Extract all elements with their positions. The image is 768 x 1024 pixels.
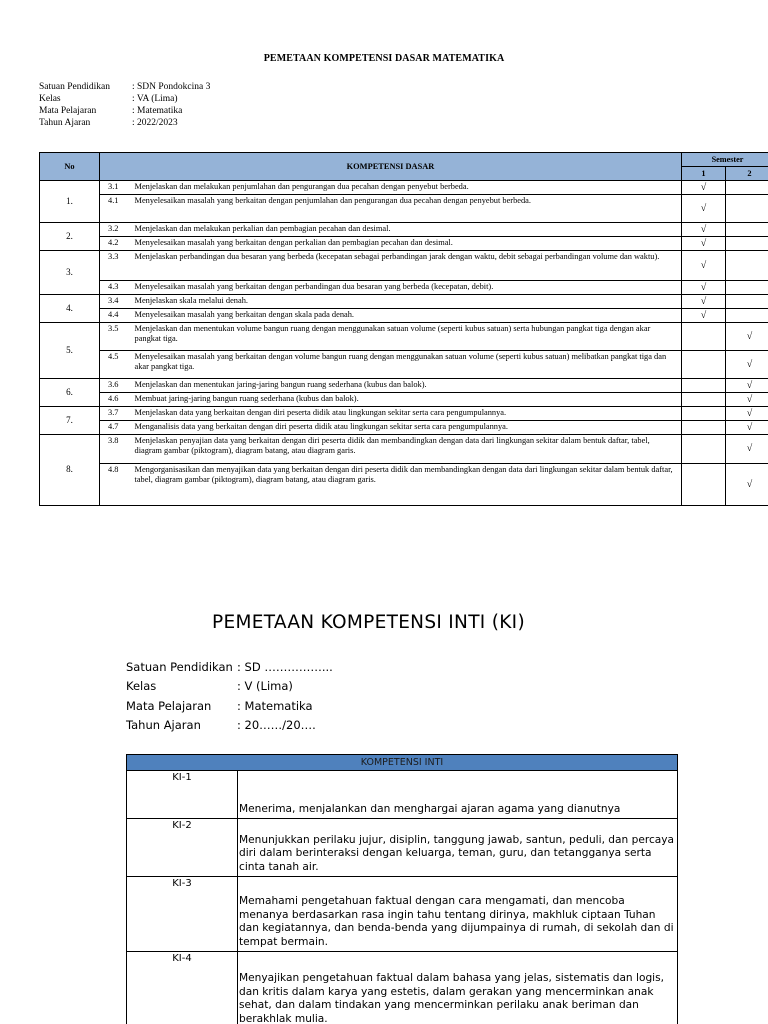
kd-code: 4.4 bbox=[100, 309, 132, 323]
kd-description: Menyelesaikan masalah yang berkaitan dengan skala pada denah. bbox=[132, 309, 682, 323]
ki-code: KI-3 bbox=[127, 877, 238, 952]
table-row bbox=[40, 195, 768, 223]
table-row bbox=[40, 309, 768, 323]
table-row bbox=[40, 407, 768, 421]
ki-info-row bbox=[126, 658, 333, 677]
kd-description: Mengorganisasikan dan menyajikan data yang berkaitan dengan diri peserta didik dan membandingkan dengan data dari lingkungan sekitar dalam bentuk daftar, tabel, diagram gambar (piktogram), diagram batang, atau diagram garis. bbox=[132, 464, 682, 506]
kd-description: Menjelaskan dan melakukan penjumlahan dan pengurangan dua pecahan dengan penyebut berbeda. bbox=[132, 181, 682, 195]
header-semester-2: 2 bbox=[726, 167, 768, 181]
semester-1-check: √ bbox=[682, 223, 726, 237]
info-label: Tahun Ajaran bbox=[126, 717, 201, 732]
header-kompetensi-inti: KOMPETENSI INTI bbox=[127, 755, 678, 771]
ki-code: KI-2 bbox=[127, 819, 238, 877]
kd-description: Membuat jaring-jaring bangun ruang sederhana (kubus dan balok). bbox=[132, 393, 682, 407]
kd-code: 4.5 bbox=[100, 351, 132, 379]
ki-info-row bbox=[126, 677, 333, 696]
kd-code: 3.4 bbox=[100, 295, 132, 309]
header-kompetensi-dasar: KOMPETENSI DASAR bbox=[100, 153, 682, 181]
table-row bbox=[40, 237, 768, 251]
row-number: 8. bbox=[40, 435, 100, 506]
semester-1-check: √ bbox=[682, 295, 726, 309]
semester-1-check bbox=[682, 323, 726, 351]
kd-description: Menjelaskan data yang berkaitan dengan diri peserta didik atau lingkungan sekitar serta cara pengumpulannya. bbox=[132, 407, 682, 421]
semester-1-check bbox=[682, 351, 726, 379]
kd-description: Menjelaskan penyajian data yang berkaitan dengan diri peserta didik dan membandingkan dengan data dari lingkungan sekitar dalam bentuk daftar, tabel, diagram gambar (piktogram), diagram batang, atau diagram garis. bbox=[132, 435, 682, 464]
table-row bbox=[40, 421, 768, 435]
ki-code: KI-1 bbox=[127, 771, 238, 819]
info-value: : V (Lima) bbox=[237, 679, 293, 694]
ki-description: Menyajikan pengetahuan faktual dalam bahasa yang jelas, sistematis dan logis, dan kritis dalam karya yang estetis, dalam gerakan yang mencerminkan anak sehat, dan dalam tindakan yang mencerminkan perilaku anak beriman dan berakhlak mulia. bbox=[238, 952, 678, 1024]
table-row bbox=[127, 819, 678, 877]
row-number: 1. bbox=[40, 181, 100, 223]
row-number: 4. bbox=[40, 295, 100, 323]
table-row bbox=[127, 771, 678, 819]
kd-info-row bbox=[39, 117, 210, 129]
info-value: : Matematika bbox=[237, 698, 313, 713]
info-value: : Matematika bbox=[132, 106, 183, 116]
semester-2-check: √ bbox=[726, 379, 768, 393]
semester-2-check bbox=[726, 195, 768, 223]
kd-table bbox=[39, 152, 768, 506]
ki-description: Menerima, menjalankan dan menghargai ajaran agama yang dianutnya bbox=[238, 771, 678, 819]
kd-code: 4.3 bbox=[100, 281, 132, 295]
semester-2-check bbox=[726, 181, 768, 195]
semester-1-check bbox=[682, 435, 726, 464]
table-row bbox=[40, 464, 768, 506]
kd-description: Menyelesaikan masalah yang berkaitan dengan perbandingan dua besaran yang berbeda (kecepatan, debit). bbox=[132, 281, 682, 295]
kd-description: Menjelaskan skala melalui denah. bbox=[132, 295, 682, 309]
info-label: Kelas bbox=[39, 94, 61, 104]
semester-2-check: √ bbox=[726, 393, 768, 407]
table-row bbox=[40, 351, 768, 379]
ki-description: Menunjukkan perilaku jujur, disiplin, tanggung jawab, santun, peduli, dan percaya diri dalam berinteraksi dengan keluarga, teman, guru, dan tetangganya serta cinta tanah air. bbox=[238, 819, 678, 877]
semester-1-check bbox=[682, 393, 726, 407]
kd-code: 4.1 bbox=[100, 195, 132, 223]
semester-1-check bbox=[682, 379, 726, 393]
ki-table bbox=[126, 754, 678, 1024]
table-row bbox=[40, 281, 768, 295]
kd-code: 4.2 bbox=[100, 237, 132, 251]
header-semester: Semester bbox=[682, 153, 768, 167]
kd-description: Menjelaskan dan menentukan jaring-jaring bangun ruang sederhana (kubus dan balok). bbox=[132, 379, 682, 393]
semester-2-check: √ bbox=[726, 435, 768, 464]
semester-1-check bbox=[682, 421, 726, 435]
semester-1-check bbox=[682, 464, 726, 506]
ki-info-block bbox=[126, 658, 333, 735]
semester-2-check bbox=[726, 251, 768, 281]
kd-info-row bbox=[39, 93, 210, 105]
kd-code: 4.8 bbox=[100, 464, 132, 506]
semester-2-check bbox=[726, 237, 768, 251]
semester-1-check: √ bbox=[682, 195, 726, 223]
kd-code: 4.6 bbox=[100, 393, 132, 407]
kd-code: 3.1 bbox=[100, 181, 132, 195]
kd-description: Menyelesaikan masalah yang berkaitan dengan perkalian dan pembagian pecahan dan desimal. bbox=[132, 237, 682, 251]
kd-table-body bbox=[40, 181, 768, 506]
table-row bbox=[40, 379, 768, 393]
semester-2-check: √ bbox=[726, 464, 768, 506]
table-row bbox=[127, 877, 678, 952]
semester-2-check bbox=[726, 295, 768, 309]
kd-page-title: PEMETAAN KOMPETENSI DASAR MATEMATIKA bbox=[263, 53, 505, 64]
kd-info-row bbox=[39, 81, 210, 93]
info-value: : 20……/20…. bbox=[237, 717, 316, 732]
kd-code: 3.3 bbox=[100, 251, 132, 281]
kd-description: Menjelaskan dan melakukan perkalian dan pembagian pecahan dan desimal. bbox=[132, 223, 682, 237]
header-semester-1: 1 bbox=[682, 167, 726, 181]
semester-1-check: √ bbox=[682, 181, 726, 195]
kd-code: 3.6 bbox=[100, 379, 132, 393]
semester-2-check bbox=[726, 223, 768, 237]
row-number: 3. bbox=[40, 251, 100, 295]
semester-2-check: √ bbox=[726, 323, 768, 351]
ki-info-row bbox=[126, 716, 333, 735]
info-label: Tahun Ajaran bbox=[39, 118, 91, 128]
semester-2-check: √ bbox=[726, 421, 768, 435]
kd-code: 3.7 bbox=[100, 407, 132, 421]
semester-2-check bbox=[726, 281, 768, 295]
kd-description: Menjelaskan dan menentukan volume bangun ruang dengan menggunakan satuan volume (seperti kubus satuan) serta hubungan pangkat tiga dengan akar pangkat tiga. bbox=[132, 323, 682, 351]
table-row bbox=[40, 223, 768, 237]
table-row bbox=[40, 251, 768, 281]
semester-2-check: √ bbox=[726, 351, 768, 379]
ki-description: Memahami pengetahuan faktual dengan cara mengamati, dan mencoba menanya berdasarkan rasa ingin tahu tentang dirinya, makhluk ciptaan Tuhan dan kegiatannya, dan benda-benda yang dijumpainya di rumah, di sekolah dan di tempat bermain. bbox=[238, 877, 678, 952]
info-label: Satuan Pendidikan bbox=[126, 660, 233, 674]
semester-1-check: √ bbox=[682, 251, 726, 281]
kd-description: Menyelesaikan masalah yang berkaitan dengan penjumlahan dan pengurangan dua pecahan dengan penyebut berbeda. bbox=[132, 195, 682, 223]
ki-code: KI-4 bbox=[127, 952, 238, 1024]
kd-description: Menganalisis data yang berkaitan dengan diri peserta didik atau lingkungan sekitar serta cara pengumpulannya. bbox=[132, 421, 682, 435]
info-label: Satuan Pendidikan bbox=[39, 82, 110, 92]
info-value: : 2022/2023 bbox=[132, 118, 178, 128]
kd-description: Menjelaskan perbandingan dua besaran yang berbeda (kecepatan sebagai perbandingan jarak dengan waktu, debit sebagai perbandingan volume dan waktu). bbox=[132, 251, 682, 281]
info-value: : SDN Pondokcina 3 bbox=[132, 82, 211, 92]
info-label: Mata Pelajaran bbox=[126, 698, 212, 713]
row-number: 5. bbox=[40, 323, 100, 379]
semester-2-check: √ bbox=[726, 407, 768, 421]
kd-code: 3.5 bbox=[100, 323, 132, 351]
table-row bbox=[40, 181, 768, 195]
ki-page-title: PEMETAAN KOMPETENSI INTI (KI) bbox=[212, 612, 525, 633]
kd-info-block bbox=[39, 81, 210, 129]
ki-info-row bbox=[126, 697, 333, 716]
semester-1-check: √ bbox=[682, 309, 726, 323]
table-row bbox=[40, 393, 768, 407]
semester-1-check: √ bbox=[682, 281, 726, 295]
kd-code: 3.8 bbox=[100, 435, 132, 464]
table-row bbox=[40, 435, 768, 464]
kd-description: Menyelesaikan masalah yang berkaitan dengan volume bangun ruang dengan menggunakan satuan volume (seperti kubus satuan) melibatkan pangkat tiga dan akar pangkat tiga. bbox=[132, 351, 682, 379]
semester-2-check bbox=[726, 309, 768, 323]
table-row bbox=[40, 295, 768, 309]
table-row bbox=[127, 952, 678, 1024]
row-number: 6. bbox=[40, 379, 100, 407]
row-number: 2. bbox=[40, 223, 100, 251]
semester-1-check: √ bbox=[682, 237, 726, 251]
kd-code: 3.2 bbox=[100, 223, 132, 237]
info-label: Kelas bbox=[126, 679, 157, 694]
kd-info-row bbox=[39, 105, 210, 117]
header-no: No bbox=[40, 153, 100, 181]
info-value: : SD ……………... bbox=[237, 660, 333, 674]
table-row bbox=[40, 323, 768, 351]
semester-1-check bbox=[682, 407, 726, 421]
row-number: 7. bbox=[40, 407, 100, 435]
info-label: Mata Pelajaran bbox=[39, 106, 97, 116]
kd-code: 4.7 bbox=[100, 421, 132, 435]
info-value: : VA (Lima) bbox=[132, 94, 178, 104]
